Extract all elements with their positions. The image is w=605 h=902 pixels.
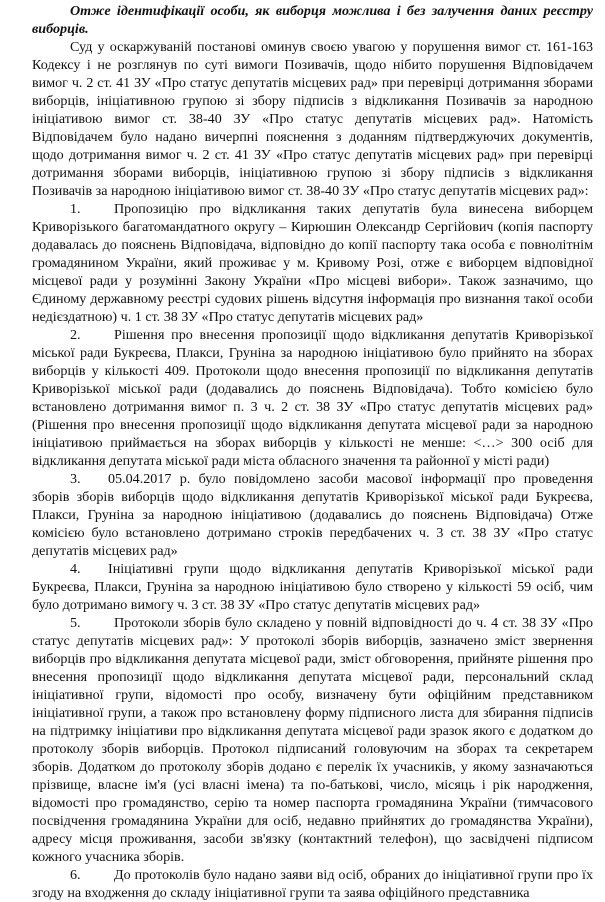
section-heading: Отже ідентифікації особи, як виборця можлива і без залучення даних реєстру виборців. bbox=[32, 3, 593, 37]
list-item-text: Пропозицію про відкликання таких депутатів була винесена виборцем Криворізького багатомандатного округу – Кирюшин Олександр Сергійович (копія паспорту додавалась до пояснень Відповідача, відповідно до копії паспорту така особа є повнолітнім громадянином України, який проживає у м. Кривому Розі, отже є виборцем відповідної місцевої ради у розумінні Закону України «Про місцеві вибори». Також зазначимо, що Єдиному державному реєстрі судових рішень відсутня інформація про визнання такої особи недієздатною) ч. 1 ст. 38 ЗУ «Про статус депутатів місцевих рад» bbox=[32, 201, 593, 325]
list-item bbox=[32, 200, 593, 326]
document-page bbox=[32, 2, 593, 902]
intro-paragraph: Суд у оскаржуваній постанові оминув своєю увагою у порушення вимог ст. 161-163 Кодексу і не розглянув по суті вимоги Позивачів, щодо нібито порушення Відповідачем вимог ч. 2 ст. 41 ЗУ «Про статус депутатів місцевих рад» при перевірці дотримання зборами виборців, ініціативною групою зі збору підписів з відкликання Позивачів за народною ініціативою вимог ст. 38-40 ЗУ «Про статус депутатів місцевих рад». Натомість Відповідачем було надано вичерпні пояснення з доданням підтверджуючих документів, щодо дотримання вимог ч. 2 ст. 41 ЗУ «Про статус депутатів місцевих рад» при перевірці дотримання зборами виборців, ініціативною групою зі збору підписів з відкликання Позивачів за народною ініціативою вимог ст. 38-40 ЗУ «Про статус депутатів місцевих рад»: bbox=[32, 39, 593, 199]
list-item-text: 05.04.2017 р. було повідомлено засоби масової інформації про проведення зборів зборів виборців щодо відкликання депутатів Криворізької міської ради Букреєва, Плакси, Груніна за народною ініціативою (додавались до пояснень Відповідача) Отже комісією було встановлено дотримано строків передбачених ч. 3 ст. 38 ЗУ «Про статус депутатів місцевих рад» bbox=[32, 471, 593, 559]
list-item bbox=[32, 560, 593, 614]
list-item-number: 3. bbox=[70, 471, 81, 487]
list-item-number: 2. bbox=[70, 327, 81, 343]
list-item-text: Ініціативні групи щодо відкликання депутатів Криворізької міської ради Букреєва, Плакси, Груніна за народною ініціативою було створено у кількості 59 осіб, чим було дотримано вимогу ч. 3 ст. 38 ЗУ «Про статус депутатів місцевих рад» bbox=[32, 561, 593, 613]
list-item bbox=[32, 326, 593, 470]
list-item-text: Рішення про внесення пропозиції щодо відкликання депутатів Криворізької міської ради Букреєва, Плакси, Груніна за народною ініціативою було прийнято на зборах виборців у кількості 409. Протоколи щодо внесення пропозиції по відкликання депутатів Криворізької міської ради (додавались до пояснень Відповідача). Тобто комісією було встановлено дотримання вимог п. 3 ч. 2 ст. 38 ЗУ «Про статус депутатів місцевих рад» (Рішення про внесення пропозиції щодо відкликання депутата місцевої ради за народною ініціативою приймається на зборах виборців у кількості не менше: <…> 300 осіб для відкликання депутата міської ради міста обласного значення та районної у місті ради) bbox=[32, 327, 593, 469]
list-item-number: 6. bbox=[70, 867, 81, 883]
list-item bbox=[32, 614, 593, 866]
list-item-number: 4. bbox=[70, 561, 81, 577]
list-item bbox=[32, 470, 593, 560]
list-item bbox=[32, 866, 593, 902]
list-item-text: До протоколів було надано заяви від осіб, обраних до ініціативної групи про їх згоду на входження до складу ініціативної групи та заява офіційного представника bbox=[32, 867, 593, 901]
list-item-number: 1. bbox=[70, 201, 81, 217]
list-item-number: 5. bbox=[70, 615, 81, 631]
list-item-text: Протоколи зборів було складено у повній відповідності до ч. 4 ст. 38 ЗУ «Про статус депутатів місцевих рад»: У протоколі зборів виборців, зазначено зміст звернення виборців про відкликання депутата місцевої ради, зміст обговорення, прийняте рішення про внесення пропозиції щодо відкликання депутата місцевої ради, персональний склад ініціативної групи, відомості про особу, визначену бути офіційним представником ініціативної групи, а також про встановлену форму підписного листа для збирання підписів на підтримку ініціативи про відкликання депутата місцевої ради зразок якого є додатком до протоколу зборів виборців. Протокол підписаний головуючим на зборах та секретарем зборів. Додатком до протоколу зборів додано є перелік їх учасників, у якому зазначаються прізвище, власне ім'я (усі власні імена) та по-батькові, число, місяць і рік народження, відомості про громадянство, серію та номер паспорта громадянина України (тимчасового посвідчення громадянина України для осіб, недавно прийнятих до громадянства України), адресу місця проживання, засоби зв'язку (контактний телефон), що засвідчені підписом кожного учасника зборів. bbox=[32, 615, 593, 865]
